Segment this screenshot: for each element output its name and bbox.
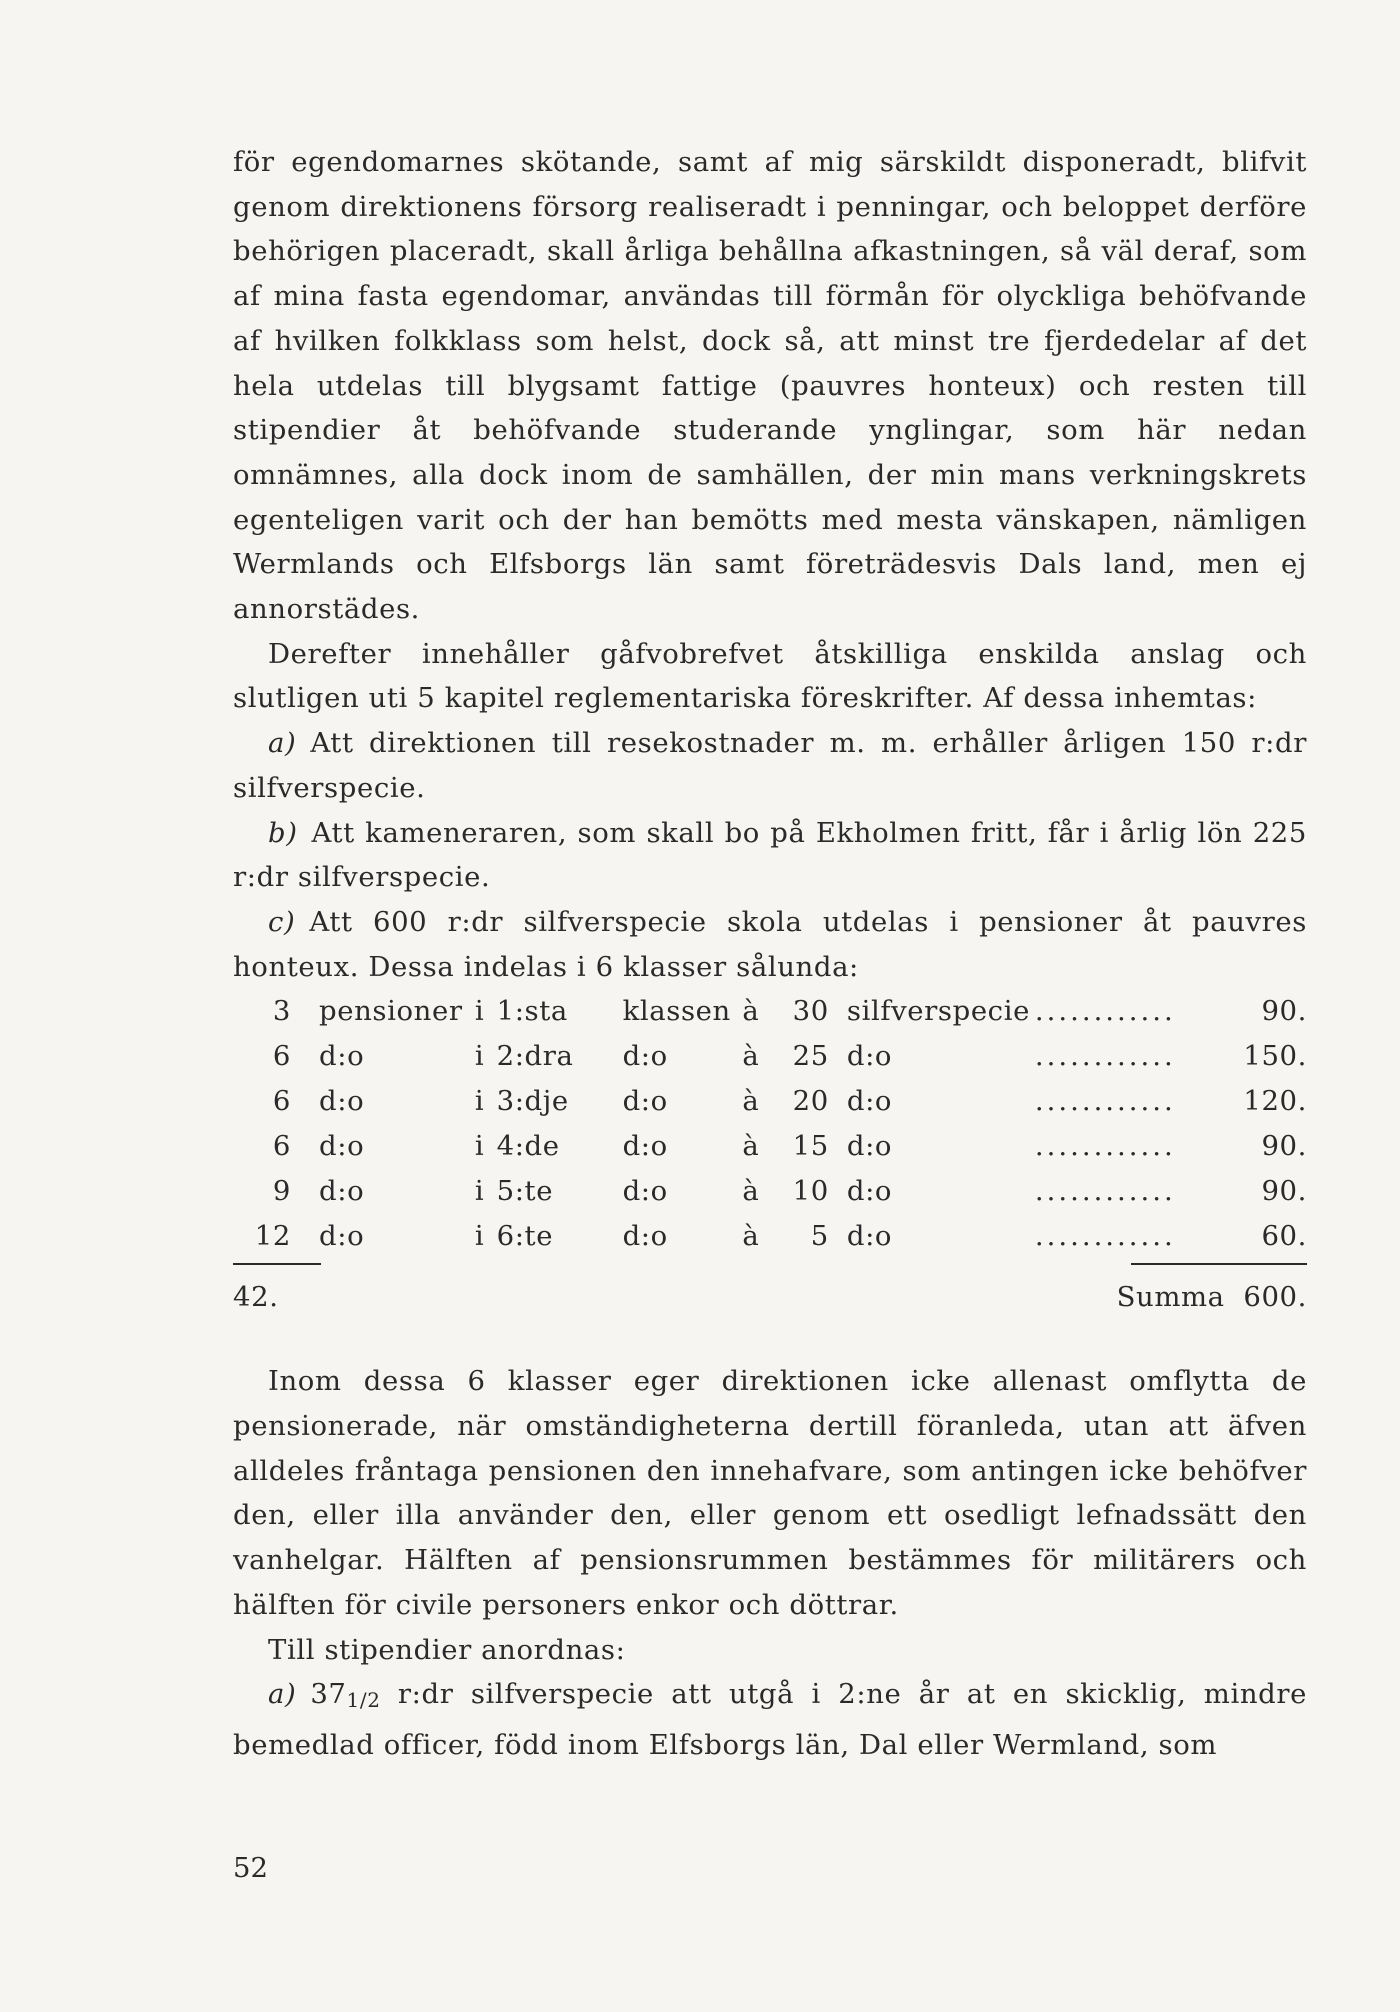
table-cell-i: i [474,1040,485,1073]
table-cell-amount: 20 [792,1085,829,1118]
table-cell-sum: 90. [1261,1130,1307,1163]
table-cell-a: à [742,1130,760,1163]
table-total-row [233,1275,1307,1319]
total-label: Summa [1116,1281,1225,1314]
table-row [233,1169,1307,1214]
table-cell-leader: ............ [1034,1085,1176,1118]
table-cell-amount: 10 [792,1175,829,1208]
table-cell-sum: 90. [1261,995,1307,1028]
table-cell-class: 4:de [496,1130,560,1163]
table-cell-class-unit: d:o [622,1220,668,1253]
table-cell-sum: 60. [1261,1220,1307,1253]
table-cell-unit: d:o [319,1220,365,1253]
list-item-b [233,811,1307,900]
table-cell-class: 2:dra [496,1040,574,1073]
table-cell-currency: d:o [846,1175,893,1208]
table-cell-class-unit: d:o [622,1040,668,1073]
table-row [233,1034,1307,1079]
table-cell-class-unit: d:o [622,1175,668,1208]
table-cell-sum: 150. [1243,1040,1307,1073]
table-cell-count: 6 [272,1130,291,1163]
table-cell-a: à [742,995,760,1028]
table-cell-i: i [474,1130,485,1163]
paragraph-3: Inom dessa 6 klasser eger direktionen icke allenast omflytta de pensionerade, när omständigheterna dertill föranleda, utan att äfven alldeles fråntaga pensionen den innehafvare, som antingen icke behöfver den, eller illa använder den, eller genom ett osedligt lefnadssätt den vanhelgar. Hälften af pensionsrummen bestämmes för militärers och hälften för civile personers enkor och döttrar. [233,1365,1307,1621]
table-cell-a: à [742,1220,760,1253]
paragraph-4: Till stipendier anordnas: [268,1633,626,1666]
table-cell-currency: d:o [846,1220,893,1253]
total-sum: 600. [1243,1281,1307,1314]
list-item-c [233,900,1307,989]
list-text-stipend-a: r:dr silfverspecie att utgå i 2:ne år at en skicklig, mindre bemedlad officer, född inom Elfsborgs län, Dal eller Wermland, som [233,1678,1307,1761]
list-label-c: c) [268,905,296,938]
page-number: 52 [233,1852,268,1884]
table-cell-class-unit: klassen [622,995,731,1028]
table-cell-a: à [742,1175,760,1208]
paragraph-1: för egendomarnes skötande, samt af mig särskildt disponeradt, blifvit genom direktionens försorg realiseradt i penningar, och beloppet derföre behörigen placeradt, skall årliga behållna afkastningen, så väl deraf, som af mina fasta egendomar, användas till förmån för olyckliga behöfvande af hvilken folkklass som helst, dock så, att minst tre fjerdedelar af det hela utdelas till blygsamt fattige (pauvres honteux) och resten till stipendier åt behöfvande studerande ynglingar, som här nedan omnämnes, alla dock inom de samhällen, der min mans verkningskrets egenteligen varit och der han bemötts med mesta vänskapen, nämligen Wermlands och Elfsborgs län samt företrädesvis Dals land, men ej annorstädes. [233,146,1307,626]
table-cell-sum: 120. [1243,1085,1307,1118]
table-cell-count: 6 [272,1040,291,1073]
list-text-c: Att 600 r:dr silfverspecie skola utdelas i pensioner åt pauvres honteux. Dessa indelas i 6 klasser sålunda: [233,905,1307,983]
table-row [233,989,1307,1034]
table-cell-currency: silfverspecie [846,995,1030,1028]
table-cell-class: 1:sta [496,995,568,1028]
table-cell-unit: d:o [319,1040,365,1073]
table-cell-class: 3:dje [496,1085,569,1118]
table-cell-currency: d:o [846,1130,893,1163]
pension-table [233,989,1307,1259]
table-cell-class-unit: d:o [622,1130,668,1163]
list-label-b: b) [268,816,298,849]
stipend-fraction: 1/2 [346,1688,381,1713]
table-cell-a: à [742,1085,760,1118]
table-row [233,1079,1307,1124]
list-text-b: Att kameneraren, som skall bo på Ekholmen fritt, får i årlig lön 225 r:dr silfverspecie. [233,816,1307,894]
table-row [233,1124,1307,1169]
list-label-a: a) [268,727,297,760]
list-text-a: Att direktionen till resekostnader m. m. erhåller årligen 150 r:dr silfverspecie. [233,727,1307,804]
table-cell-amount: 25 [792,1040,829,1073]
table-cell-i: i [474,1175,485,1208]
table-cell-unit: d:o [319,1130,365,1163]
table-cell-leader: ............ [1034,995,1176,1028]
table-cell-currency: d:o [846,1040,893,1073]
table-cell-amount: 15 [792,1130,829,1163]
table-cell-leader: ............ [1034,1040,1176,1073]
list-item-stipend-a [233,1672,1307,1767]
table-cell-class: 5:te [496,1175,554,1208]
table-cell-unit: pensioner [319,995,463,1028]
table-row [233,1214,1307,1259]
table-cell-count: 9 [272,1175,291,1208]
table-cell-i: i [474,995,485,1028]
table-cell-class-unit: d:o [622,1085,668,1118]
table-cell-a: à [742,1040,760,1073]
table-cell-sum: 90. [1261,1175,1307,1208]
stipend-amount: 37 [310,1678,347,1711]
table-cell-count: 3 [272,995,291,1028]
total-rule-right [1131,1263,1307,1265]
table-cell-i: i [474,1085,485,1118]
table-cell-count: 6 [272,1085,291,1118]
table-cell-i: i [474,1220,485,1253]
total-count: 42. [233,1281,279,1314]
page-body [233,140,1307,1768]
table-cell-amount: 5 [810,1220,829,1253]
paragraph-2: Derefter innehåller gåfvobrefvet åtskilliga enskilda anslag och slutligen uti 5 kapitel reglementariska föreskrifter. Af dessa inhemtas: [233,637,1307,715]
table-cell-count: 12 [254,1220,291,1253]
table-cell-amount: 30 [792,995,829,1028]
list-label-stipend-a: a) [268,1678,297,1711]
table-cell-leader: ............ [1034,1175,1176,1208]
list-item-a [233,721,1307,810]
table-cell-unit: d:o [319,1175,365,1208]
table-cell-class: 6:te [496,1220,554,1253]
total-sum-group [1117,1275,1307,1319]
table-cell-currency: d:o [846,1085,893,1118]
table-total-rules [233,1259,1307,1275]
table-cell-leader: ............ [1034,1130,1176,1163]
table-cell-unit: d:o [319,1085,365,1118]
total-rule-left [233,1263,321,1265]
table-cell-leader: ............ [1034,1220,1176,1253]
